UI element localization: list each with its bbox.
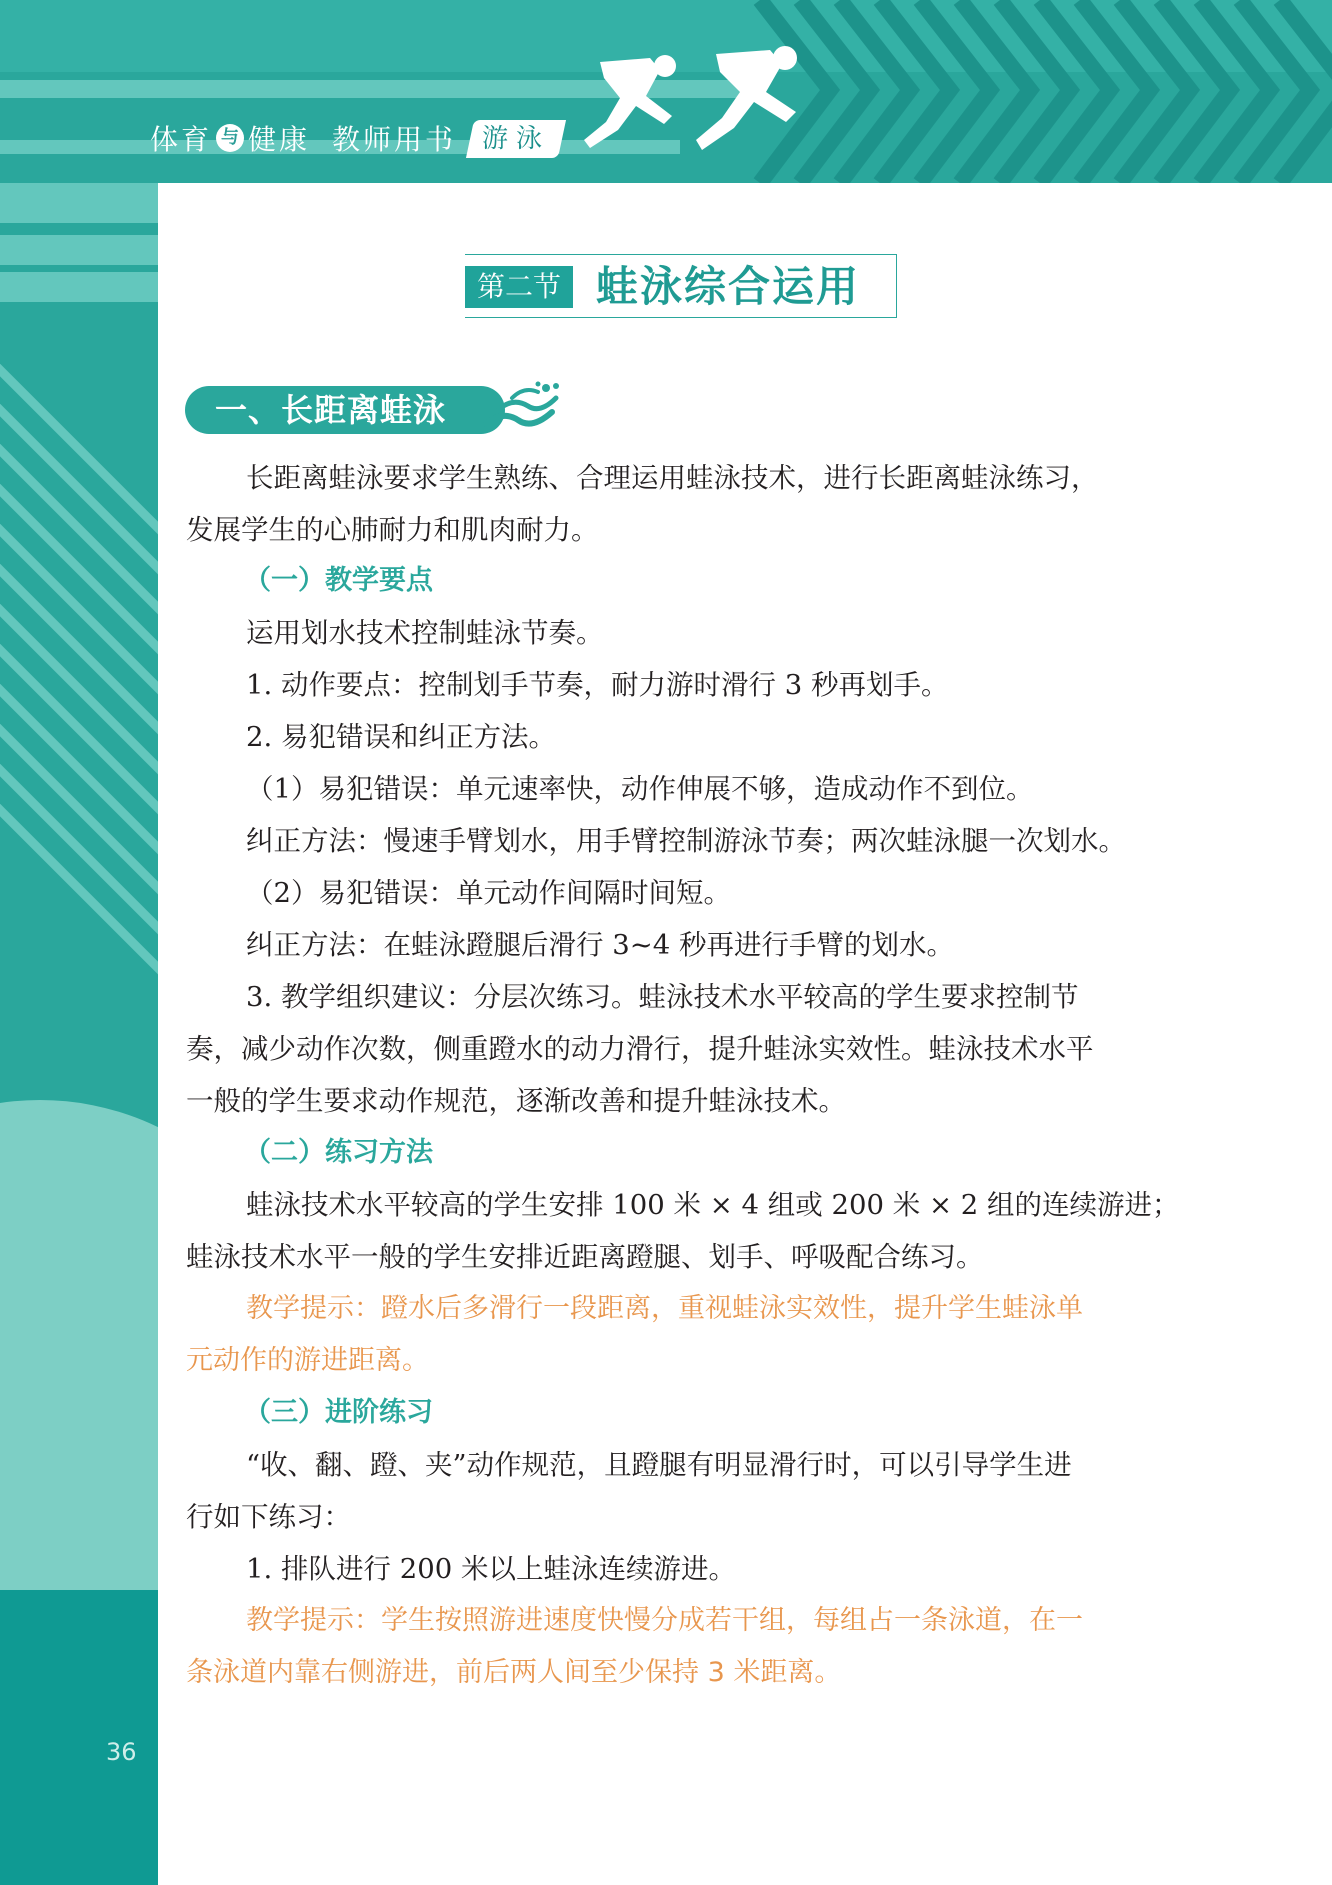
heading-title: 一、长距离蛙泳 (215, 391, 447, 429)
paragraph: （1）易犯错误：单元速率快，动作伸展不够，造成动作不到位。 (246, 773, 1034, 805)
subheading-practice-methods: （二）练习方法 (244, 1137, 433, 1168)
paragraph: 运用划水技术控制蛙泳节奏。 (246, 617, 604, 649)
series-and-badge: 与 (216, 124, 244, 152)
subheading-teaching-points: （一）教学要点 (244, 565, 433, 596)
series-part-health: 健康 (248, 123, 311, 156)
paragraph: 1. 排队进行 200 米以上蛙泳连续游进。 (246, 1553, 736, 1585)
subheading-advanced-practice: （三）进阶练习 (244, 1397, 433, 1428)
section-number-label: 第二节 (465, 266, 573, 308)
paragraph: “收、翻、蹬、夹”动作规范，且蹬腿有明显滑行时，可以引导学生进 (246, 1449, 1072, 1481)
paragraph: 纠正方法：在蛙泳蹬腿后滑行 3~4 秒再进行手臂的划水。 (246, 929, 955, 961)
paragraph: 1. 动作要点：控制划手节奏，耐力游时滑行 3 秒再划手。 (246, 669, 949, 701)
teaching-tip: 教学提示：学生按照游进速度快慢分成若干组，每组占一条泳道，在一 (246, 1605, 1083, 1636)
paragraph: 2. 易犯错误和纠正方法。 (246, 721, 556, 753)
book-series-title (150, 118, 456, 158)
paragraph: 奏，减少动作次数，侧重蹬水的动力滑行，提升蛙泳实效性。蛙泳技术水平 (186, 1033, 1094, 1065)
teaching-tip: 条泳道内靠右侧游进，前后两人间至少保持 3 米距离。 (186, 1657, 842, 1688)
series-part-teacher-book: 教师用书 (332, 123, 457, 156)
series-part-sport: 体育 (150, 123, 213, 156)
paragraph: 纠正方法：慢速手臂划水，用手臂控制游泳节奏；两次蛙泳腿一次划水。 (246, 825, 1126, 857)
paragraph: （2）易犯错误：单元动作间隔时间短。 (246, 877, 731, 909)
page-number: 36 (106, 1738, 137, 1766)
subject-tag: 游泳 (481, 124, 550, 154)
paragraph: 行如下练习： (186, 1501, 351, 1533)
paragraph: 蛙泳技术水平较高的学生安排 100 米 × 4 组或 200 米 × 2 组的连续游进； (246, 1189, 1180, 1221)
paragraph: 3. 教学组织建议：分层次练习。蛙泳技术水平较高的学生要求控制节 (246, 981, 1079, 1013)
teaching-tip: 元动作的游进距离。 (186, 1345, 429, 1376)
section-title: 蛙泳综合运用 (596, 262, 861, 311)
intro-line-1: 长距离蛙泳要求学生熟练、合理运用蛙泳技术，进行长距离蛙泳练习， (246, 462, 1099, 494)
water-splash-icon (482, 380, 562, 436)
teaching-tip: 教学提示：蹬水后多滑行一段距离，重视蛙泳实效性，提升学生蛙泳单 (246, 1293, 1083, 1324)
paragraph: 一般的学生要求动作规范，逐渐改善和提升蛙泳技术。 (186, 1085, 846, 1117)
paragraph: 蛙泳技术水平一般的学生安排近距离蹬腿、划手、呼吸配合练习。 (186, 1241, 984, 1273)
intro-line-2: 发展学生的心肺耐力和肌肉耐力。 (186, 514, 599, 546)
